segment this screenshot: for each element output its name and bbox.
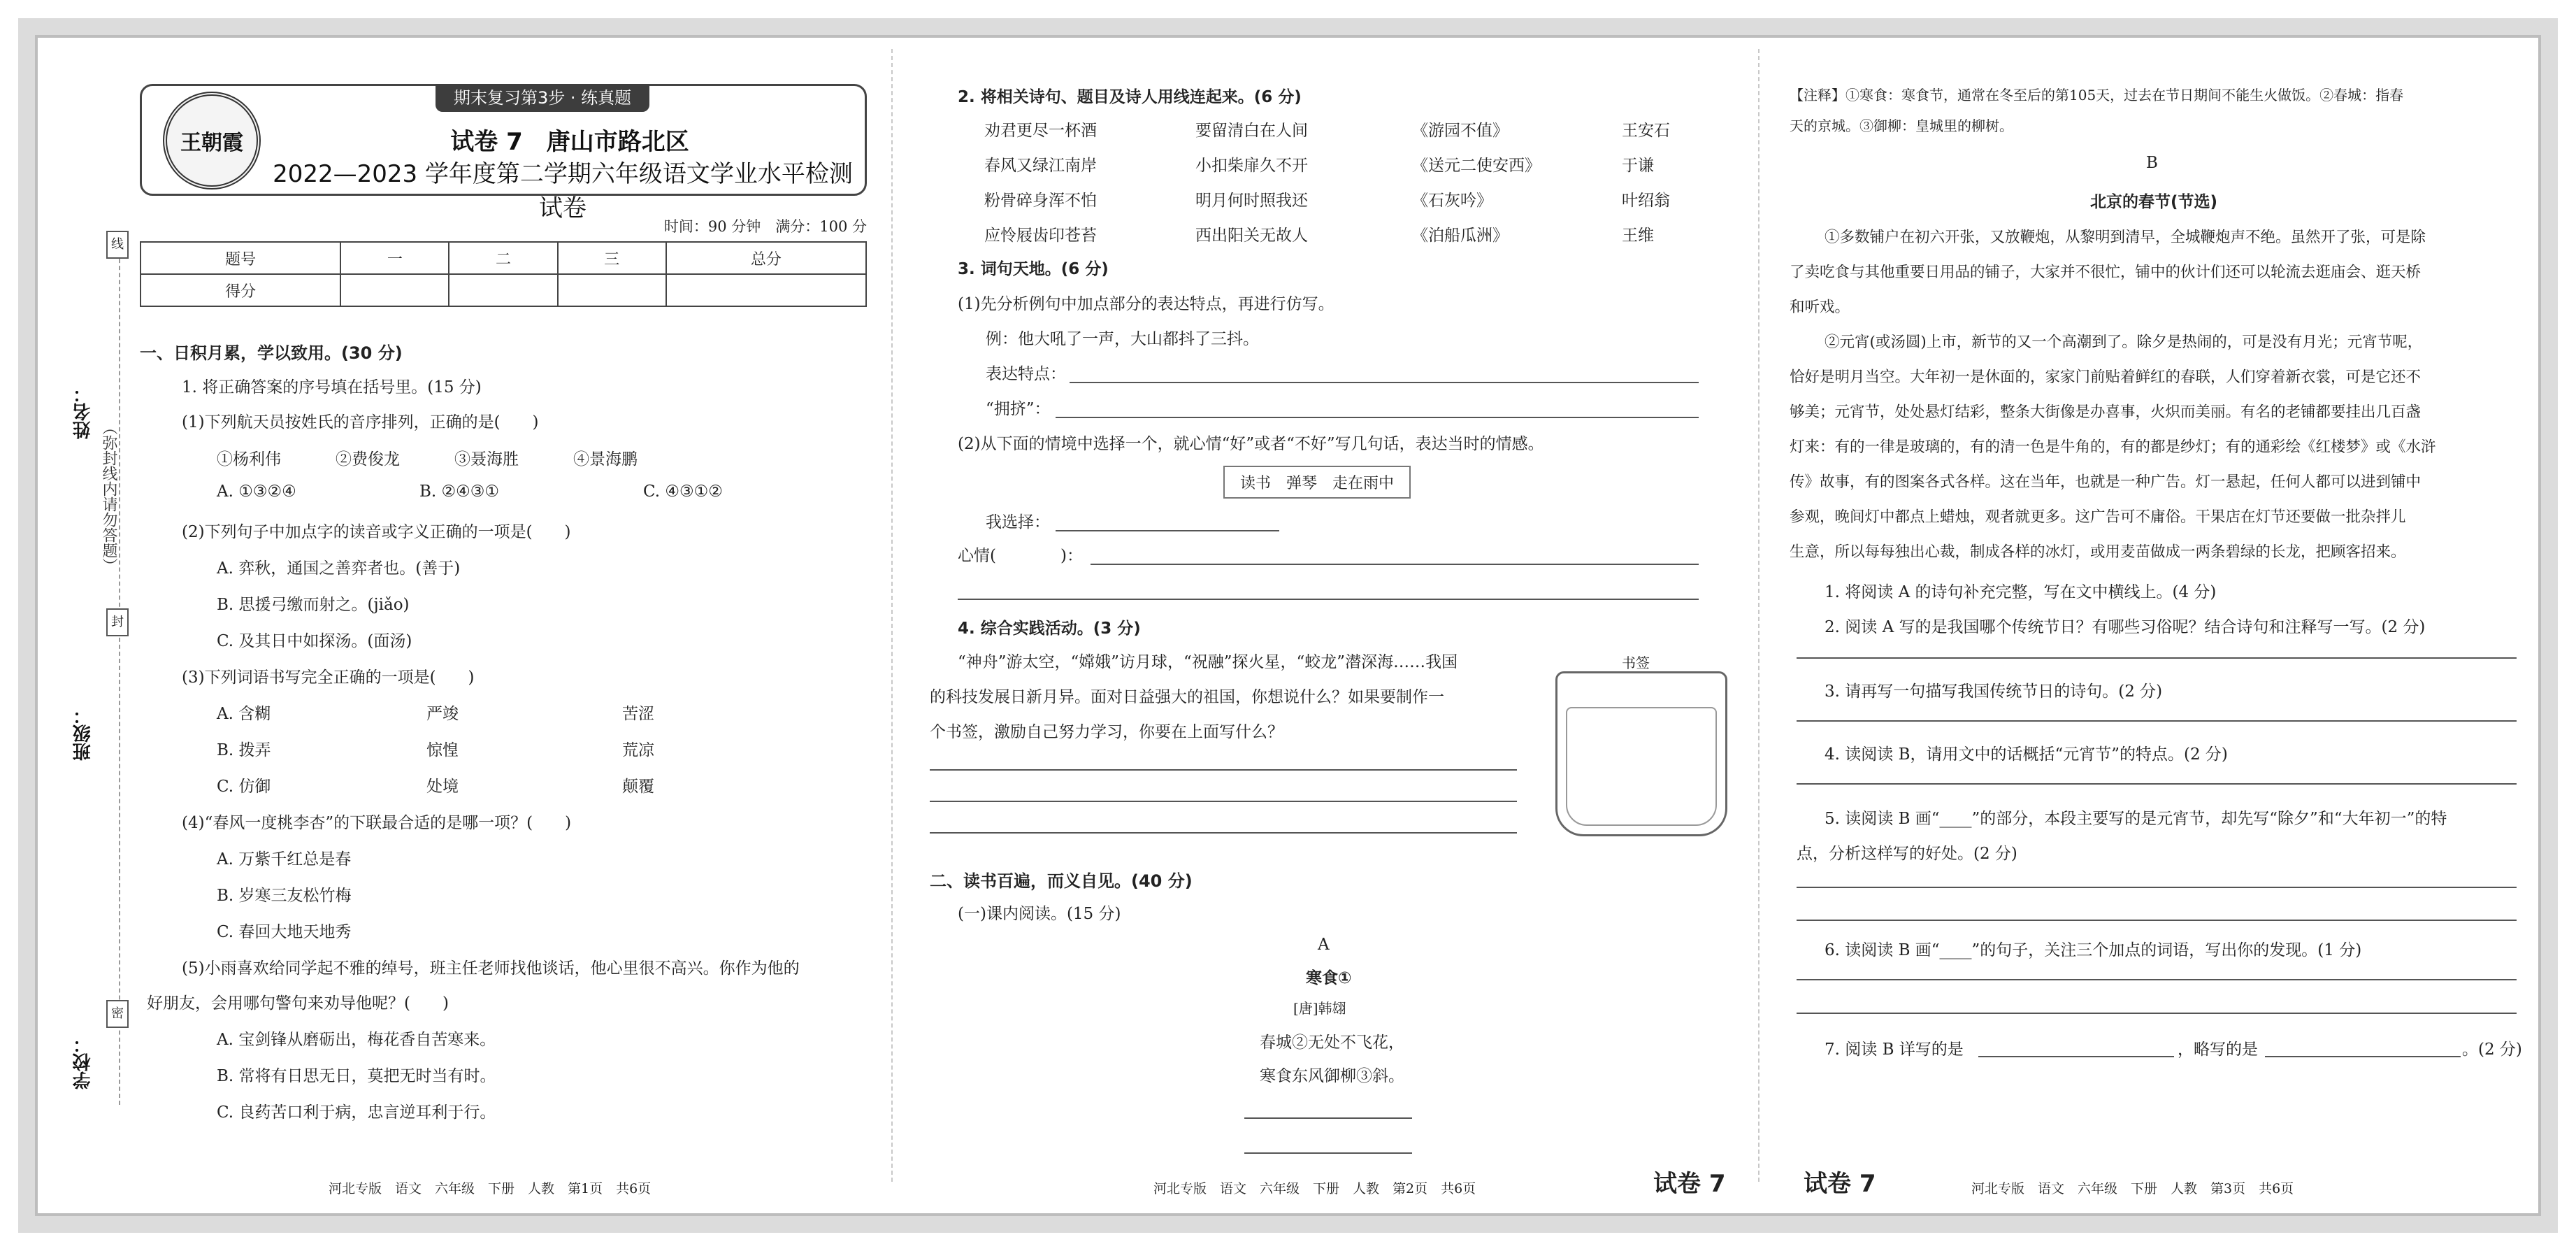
- answer-line[interactable]: [2265, 1056, 2461, 1057]
- answer-line[interactable]: [958, 599, 1699, 600]
- seal-mark-line: 线: [106, 231, 129, 259]
- answer-line[interactable]: [1070, 382, 1699, 383]
- match-item: 应怜屐齿印苍苔: [984, 227, 1097, 245]
- poem-line: 春城②无处不飞花，: [1260, 1034, 1404, 1052]
- choice-b: B. 思援弓缴而射之。(jiǎo): [217, 596, 410, 614]
- word-cell: 苦涩: [622, 705, 654, 723]
- choice-a: A. 弈秋，通国之善弈者也。(善于): [217, 559, 461, 578]
- match-item: 劝君更尽一杯酒: [984, 122, 1097, 140]
- class-label: 班级：: [73, 706, 94, 761]
- score-cell[interactable]: [340, 274, 449, 306]
- match-item: 王安石: [1622, 122, 1670, 140]
- section-2-1: (一)课内阅读。(15 分): [958, 905, 1121, 923]
- answer-line[interactable]: [1797, 920, 2517, 921]
- paper-number: 试卷 7: [1804, 1170, 1876, 1198]
- word-cell: C. 仿御: [217, 778, 271, 796]
- section-2-title: 二、读书百遍，而义自见。(40 分): [930, 871, 1193, 891]
- answer-line[interactable]: [930, 801, 1517, 802]
- passage-text: 参观，晚间灯中都点上蜡烛，观者就更多。这广告可不庸俗。干果店在灯节还要做一批杂拌儿: [1790, 508, 2406, 526]
- mood-label: 心情( )：: [958, 547, 1083, 565]
- squeeze-label: “拥挤”：: [986, 400, 1051, 418]
- match-item: 粉骨碎身浑不怕: [984, 192, 1097, 210]
- reading-question: 4. 读阅读 B，请用文中的话概括“元宵节”的特点。(2 分): [1825, 745, 2228, 764]
- word-cell: B. 拨弄: [217, 741, 271, 759]
- answer-line[interactable]: [1797, 887, 2517, 888]
- score-cell[interactable]: [558, 274, 666, 306]
- passage-text: 传》故事，有的图案各式各样。这在当年，也就是一种广告。灯一悬起，任何人都可以进到铺中: [1790, 473, 2422, 491]
- seal-mark-seal: 封: [106, 608, 129, 636]
- school-label: 学校：: [73, 1035, 94, 1089]
- match-item: 《石灰吟》: [1412, 192, 1492, 210]
- example-sentence: 例：他大吼了一声，大山都抖了三抖。: [986, 330, 1259, 348]
- score-cell[interactable]: [449, 274, 557, 306]
- answer-line[interactable]: [930, 832, 1517, 834]
- question-1: 1. 将正确答案的序号填在括号里。(15 分): [182, 378, 482, 396]
- word-cell: 严竣: [426, 705, 459, 723]
- page-1: [140, 42, 867, 1196]
- choice-b: B. 常将有日思无日，莫把无时当有时。: [217, 1067, 496, 1085]
- option-item: ①杨利伟: [217, 450, 281, 469]
- answer-line[interactable]: [1797, 657, 2517, 659]
- question-4: 4. 综合实践活动。(3 分): [958, 620, 1141, 638]
- choice-label: 我选择：: [986, 513, 1050, 531]
- passage-b-title: 北京的春节(节选): [2090, 193, 2218, 211]
- exam-title: 试卷 7 唐山市路北区: [450, 128, 689, 156]
- reading-question: 1. 将阅读 A 的诗句补充完整，写在文中横线上。(4 分): [1825, 583, 2217, 601]
- page-divider: [1758, 49, 1760, 1182]
- page-2: [923, 42, 1727, 1198]
- question-3-2: (2)从下面的情境中选择一个，就心情“好”或者“不好”写几句话，表达当时的情感。: [958, 435, 1544, 453]
- choice-a: A. 万紫千红总是春: [217, 850, 352, 868]
- match-item: 小扣柴扉久不开: [1195, 157, 1308, 175]
- word-cell: 颠覆: [622, 778, 654, 796]
- choice-c: C. ④③①②: [643, 482, 723, 501]
- passage-text: 和听戏。: [1790, 299, 1850, 316]
- match-item: 西出阳关无故人: [1195, 227, 1308, 245]
- reading-question: 6. 读阅读 B 画“____”的句子，关注三个加点的词语，写出你的发现。(1 分): [1825, 941, 2362, 959]
- answer-line[interactable]: [1056, 530, 1279, 531]
- annotation: 【注释】①寒食：寒食节，通常在冬至后的第105天，过去在节日期间不能生火做饭。②春城：指春: [1790, 87, 2404, 103]
- match-item: 明月何时照我还: [1195, 192, 1308, 210]
- answer-line[interactable]: [1797, 783, 2517, 785]
- time-score-info: 时间：90 分钟 满分：100 分: [663, 218, 867, 235]
- annotation: 天的京城。③御柳：皇城里的柳树。: [1790, 117, 2013, 134]
- word-cell: A. 含糊: [217, 705, 271, 723]
- score-header: 二: [449, 242, 557, 274]
- reading-question: 7. 阅读 B 详写的是: [1825, 1041, 1964, 1059]
- score-header: 题号: [141, 242, 340, 274]
- match-item: 要留清白在人间: [1195, 122, 1308, 140]
- choice-b: B. 岁寒三友松竹梅: [217, 887, 352, 905]
- choice-c: C. 春回大地天地秀: [217, 923, 352, 941]
- page-footer: 河北专版 语文 六年级 下册 人教 第2页 共6页: [1153, 1181, 1476, 1196]
- word-cell: 荒凉: [622, 741, 654, 759]
- passage-text: ②元宵(或汤圆)上市，新节的又一个高潮到了。除夕是热闹的，可是没有月光；元宵节呢，: [1825, 334, 2423, 351]
- question-1-5: (5)小雨喜欢给同学起不雅的绰号，班主任老师找他谈话，他心里很不高兴。你作为他的: [182, 959, 800, 978]
- question-1-4: (4)“春风一度桃李杏”的下联最合适的是哪一项？( ): [182, 814, 572, 832]
- passage-text: 灯来：有的一律是玻璃的，有的清一色是牛角的，有的都是纱灯；有的通彩绘《红楼梦》或《水浒: [1790, 438, 2436, 456]
- poem-title: 寒食①: [1306, 969, 1352, 987]
- choice-c: C. 及其日中如探汤。(面汤): [217, 632, 412, 650]
- name-label: 姓名：: [73, 385, 94, 439]
- passage-text: 够美；元宵节，处处悬灯结彩，整条大街像是办喜事，火炽而美丽。有名的老铺都要挂出几百盏: [1790, 403, 2422, 421]
- passage-b-label: B: [2146, 154, 2158, 172]
- exam-header: [140, 84, 867, 222]
- bookmark-box[interactable]: [1555, 671, 1727, 836]
- answer-line[interactable]: [1797, 720, 2517, 722]
- answer-line[interactable]: [1978, 1056, 2174, 1057]
- poem-line: 寒食东风御柳③斜。: [1260, 1067, 1404, 1085]
- match-item: 《送元二使安西》: [1412, 157, 1541, 175]
- reading-question: 2. 阅读 A 写的是我国哪个传统节日？有哪些习俗呢？结合诗句和注释写一写。(2 分): [1825, 618, 2426, 636]
- choice-c: C. 良药苦口利于病，忠言逆耳利于行。: [217, 1103, 496, 1122]
- answer-line[interactable]: [930, 769, 1517, 771]
- question-4-text: 的科技发展日新月异。面对日益强大的祖国，你想说什么？如果要制作一: [930, 688, 1444, 706]
- bookmark-title: 书签: [1622, 655, 1650, 671]
- choice-a: A. 宝剑锋从磨砺出，梅花香自苦寒来。: [217, 1031, 496, 1049]
- score-cell[interactable]: [666, 274, 866, 306]
- page-3: [1790, 42, 2522, 1198]
- match-item: 叶绍翁: [1622, 192, 1670, 210]
- reading-question-end: 。(2 分): [2462, 1041, 2522, 1059]
- score-row-label: 得分: [141, 274, 340, 306]
- answer-line[interactable]: [1091, 564, 1699, 565]
- match-item: 春风又绿江南岸: [984, 157, 1097, 175]
- match-item: 王维: [1622, 227, 1654, 245]
- scene-options: 读书 弹琴 走在雨中: [1223, 466, 1411, 499]
- seal-mark-secret: 密: [106, 1000, 129, 1028]
- passage-a-label: A: [1318, 936, 1330, 954]
- answer-line[interactable]: [1244, 1152, 1412, 1154]
- word-cell: 惊惶: [426, 741, 459, 759]
- match-item: 《游园不值》: [1412, 122, 1509, 140]
- question-1-1: (1)下列航天员按姓氏的音序排列，正确的是( ): [182, 413, 539, 431]
- score-header: 总分: [666, 242, 866, 274]
- reading-question-mid: ，略写的是: [2178, 1041, 2258, 1059]
- binding-sidebar: [63, 231, 124, 1105]
- seal-notice: （弥封线内请勿答题）: [100, 420, 117, 573]
- question-4-text: 个书签，激励自己努力学习，你要在上面写什么？: [930, 723, 1283, 741]
- paper-number: 试卷 7: [1653, 1170, 1726, 1198]
- feature-label: 表达特点：: [986, 365, 1066, 383]
- question-3-1: (1)先分析例句中加点部分的表达特点，再进行仿写。: [958, 295, 1334, 313]
- choice-a: A. ①③②④: [217, 482, 296, 501]
- poem-author: [唐]韩翃: [1293, 1000, 1346, 1017]
- reading-question: 3. 请再写一句描写我国传统节日的诗句。(2 分): [1825, 682, 2163, 701]
- section-1-title: 一、日积月累，学以致用。(30 分): [140, 343, 403, 363]
- question-1-3: (3)下列词语书写完全正确的一项是( ): [182, 669, 475, 687]
- reading-question: 5. 读阅读 B 画“____”的部分，本段主要写的是元宵节，却先写“除夕”和“大年初一”的特: [1825, 810, 2447, 828]
- page-footer: 河北专版 语文 六年级 下册 人教 第1页 共6页: [329, 1181, 652, 1196]
- question-2: 2. 将相关诗句、题目及诗人用线连起来。(6 分): [958, 88, 1302, 106]
- option-item: ②费俊龙: [336, 450, 400, 469]
- passage-text: 恰好是明月当空。大年初一是休面的，家家门前贴着鲜红的春联，人们穿着新衣裳，可是它还不: [1790, 369, 2422, 386]
- option-item: ③聂海胜: [454, 450, 519, 469]
- option-item: ④景海鹏: [573, 450, 638, 469]
- match-item: 于谦: [1622, 157, 1654, 175]
- match-item: 《泊船瓜洲》: [1412, 227, 1509, 245]
- review-tag: 期末复习第3步 · 练真题: [436, 84, 649, 112]
- question-3: 3. 词句天地。(6 分): [958, 260, 1109, 278]
- score-header: 一: [340, 242, 449, 274]
- question-1-5-cont: 好朋友，会用哪句警句来劝导他呢？( ): [147, 994, 449, 1013]
- answer-line[interactable]: [1244, 1117, 1412, 1119]
- brand-logo: 王朝霞: [163, 92, 261, 190]
- passage-text: 生意，所以每每独出心裁，制成各样的冰灯，或用麦苗做成一两条碧绿的长龙，把顾客招来。: [1790, 543, 2406, 561]
- score-table: [140, 241, 867, 307]
- word-cell: 处境: [426, 778, 459, 796]
- score-header: 三: [558, 242, 666, 274]
- page-footer: 河北专版 语文 六年级 下册 人教 第3页 共6页: [1971, 1181, 2294, 1196]
- reading-question-cont: 点，分析这样写的好处。(2 分): [1797, 845, 2017, 863]
- passage-text: ①多数铺户在初六开张，又放鞭炮，从黎明到清早，全城鞭炮声不绝。虽然开了张，可是除: [1825, 229, 2426, 246]
- answer-line[interactable]: [1797, 1013, 2517, 1014]
- page-divider: [891, 49, 893, 1182]
- answer-line[interactable]: [1797, 979, 2517, 980]
- exam-subtitle: 2022—2023 学年度第二学期六年级语文学业水平检测试卷: [273, 160, 853, 222]
- answer-line[interactable]: [1056, 417, 1699, 418]
- choice-b: B. ②④③①: [419, 482, 500, 501]
- question-4-text: “神舟”游太空，“嫦娥”访月球，“祝融”探火星，“蛟龙”潜深海……我国: [958, 653, 1458, 671]
- question-1-2: (2)下列句子中加点字的读音或字义正确的一项是( ): [182, 523, 571, 541]
- passage-text: 了卖吃食与其他重要日用品的铺子，大家并不很忙，铺中的伙计们还可以轮流去逛庙会、逛天桥: [1790, 264, 2422, 281]
